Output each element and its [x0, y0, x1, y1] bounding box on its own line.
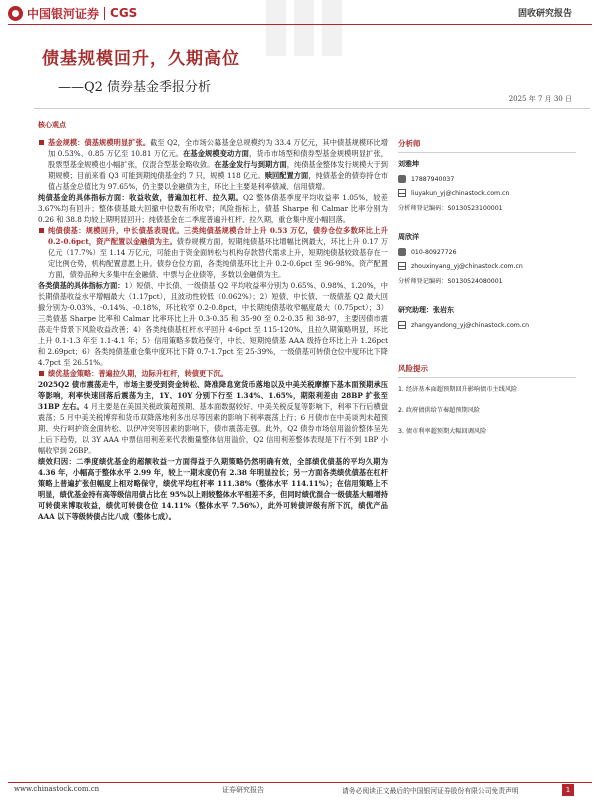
logo-mark-icon	[8, 6, 23, 21]
lead-bond-metrics: 各类债基的具体指标方面：	[38, 281, 125, 290]
analyst-phone: 17887940037	[411, 175, 455, 183]
text-fund-size-b: 在基金规模变动方面	[183, 149, 249, 158]
lead-top-fund-strategy: 绩优基金策略：普遍拉久期，边际升杠杆，转债更下沉。	[48, 369, 228, 378]
analyst-name: 刘雅坤	[398, 160, 419, 168]
header-divider	[8, 24, 592, 25]
analyst-heading: 分析师	[398, 138, 576, 153]
analyst-email[interactable]: zhouxinyang_yj@chinastock.com.cn	[411, 262, 523, 270]
text-pure-bond: 债券规模方面，短期纯债基环比增幅比例最大，环比上升 0.17 万亿元（17.7%）至 1.14 万亿元，可能由于资金面转松与机构存款替代需求上升，短期纯债基较致基存在一定比例仓势，机构配置意愿上升。债券仓位方面，各类纯债基环比上升 0.2-0.6pct 至 96-98%。资产配置方面，债券品种大多集中在金融债、中票与企业债等，多数以金融债为主。	[48, 237, 388, 279]
text-market-review-bold: 2025Q2 债市震荡走牛，市场主要受到资金转松、降准降息宽货币落地以及中美关税摩擦下基本面预期承压等影响，利率快速回落后震荡为主，1Y、10Y 分别下行至 1.34%、1.65%，期限利差由 28BP 扩张至 31BP 左右。	[38, 380, 388, 411]
risk-item: 2. 政府债供给节奏超预期风险	[398, 407, 481, 414]
risk-item: 1. 经济基本面超预期回升影响债市主线风险	[398, 386, 518, 393]
analyst-card	[398, 232, 576, 285]
core-view-label: 核心观点	[38, 121, 66, 129]
footer-divider	[8, 782, 592, 783]
company-logo	[8, 4, 208, 22]
analyst-email[interactable]: liuyakun_yj@chinastock.com.cn	[411, 189, 510, 197]
email-icon	[398, 189, 406, 197]
footer-report-label: 证券研究报告	[222, 786, 264, 794]
paragraph-top-fund-strategy	[38, 368, 388, 379]
analyst-card	[398, 159, 576, 212]
analyst-cert: 分析师登记编码：S0130523100001	[398, 205, 503, 212]
phone-icon	[398, 248, 406, 256]
paragraph-market-review	[38, 379, 388, 456]
report-title: 债基规模回升，久期高位	[42, 49, 240, 69]
logo-cn-text: 中国银河证券	[27, 6, 100, 21]
text-fund-size-d: 在基金发行与到期方面	[214, 160, 287, 169]
sidebar	[398, 138, 576, 447]
report-type-label: 固收研究报告	[517, 9, 572, 19]
phone-icon	[398, 175, 406, 183]
assistant-email[interactable]: zhangyandong_yj@chinastock.com.cn	[411, 321, 530, 329]
paragraph-attribution	[38, 456, 388, 522]
text-indicators: Q2 整体债基季度平均收益率 1.05%，较差 3.67%均有回升；整体债基最大回撤中位数有所收窄；风险指标上，债基 Sharpe 和 Calmar 比率分别为 0.26 和 38.8 均较上期明显回升；纯债基金在二季度普遍升杠杆、拉久期，重仓集中度小幅回落。	[38, 193, 388, 224]
footer-website-link[interactable]: www.chinastock.com.cn	[14, 785, 100, 793]
watermark-graphic	[262, 0, 346, 58]
lead-pure-bond: 纯债债基：规模回升，中长债基表现优。三类纯债基规模合计上升 0.53 万亿，债券仓位多数环比上升 0.2-0.6pct，资产配置以金融债为主。	[48, 226, 388, 246]
text-bond-metrics: 1）短债、中长债、一级债基 Q2 平均收益率分别为 0.65%、0.98%、1.20%，中长期债基收益水平增幅最大（1.17pct），且波动性较低（0.062%）；2）短债、中长债、一级债基 Q2 最大回撤分别为-0.03%、-0.14%、-0.18%，环比收窄 0.2-0.8pct，中长期纯债基收窄幅度最大（0.75pct）；3）三类债基 Sharpe 比率和 Calmar 比率环比上升 0.3-0.35 和 35-90 至 0.2-0.35 和 38-97，主要因债市震荡走牛背景下风险收益改善；4）各类纯债基杠杆水平回升 4-6pct 至 115-120%，且拉久期策略明显，环比上升 0.1-1.3 年至 1.1-4.1 年；5）信用策略多数趋保守，中长、短期纯债基 AAA 级持仓环比上升 1.26pct 和 2.69pct；6）各类纯债基重仓集中度环比下降 0.7-1.7pct 至 25-39%，一级债基可转债仓位中度环比下降 4.7pct 至 26.51%。	[38, 281, 388, 367]
analyst-phone: 010-80927726	[411, 248, 457, 256]
paragraph-bond-metrics	[38, 280, 388, 368]
email-icon	[398, 321, 406, 329]
core-view-body	[38, 137, 388, 522]
analyst-cert: 分析师登记编码：S0130524080001	[398, 278, 503, 285]
analyst-name: 周欣洋	[398, 233, 419, 241]
text-fund-size-g: ，纯债基金的债券持仓市值占基金总值比为 97.65%，仍主要以金融债为主，环比上主要是利率债减、信用债增。	[48, 171, 388, 191]
footer-disclaimer-note: 请务必阅读正文最后的中国银河证券股份有限公司免责声明	[342, 787, 519, 795]
report-date: 2025 年 7 月 30 日	[508, 95, 572, 103]
text-fund-size-e: ，纯债基金整体发行规模大于到期规模；目前来看 Q3 可能到期纯债基金约 7 只，规模 118 亿元。	[48, 160, 388, 180]
logo-separator	[104, 7, 105, 20]
text-fund-size-c: ，货币市场型和债券型基金规模明显扩张，股票型基金规模也小幅扩张，仅混合型基金略收敛。	[48, 149, 388, 169]
risk-heading: 风险提示	[398, 363, 576, 378]
report-subtitle: ——Q2 债券基金季报分析	[58, 80, 212, 95]
paragraph-indicators	[38, 192, 388, 225]
email-icon	[398, 262, 406, 270]
text-market-review: 4 月主要是在美国关税政策超预期、基本面数据较好、中美关税反复等影响下，利率下行后横盘震荡；5 月中美关税博弈和货币双降落地利多出尽等因素的影响下利率震荡上行；6 月债市在中美谈判未超预期、央行呵护资金面转松、以伊冲突等因素的影响下，债市震荡走强。此外，Q2 债券市场信用溢价整体呈先上后下趋势，以 3Y AAA 中票信用利差来代表衡量整体信用溢价，Q2 信用利差整体表现是下行不到 1BP 小幅收窄到 26BP。	[38, 402, 388, 455]
lead-indicators: 纯债基金的具体指标方面：收益收敛，普遍加杠杆、拉久期。	[38, 193, 244, 202]
title-divider	[34, 108, 590, 109]
risk-item: 3. 债市利率超预期大幅回调风险	[398, 428, 487, 435]
text-attribution: 绩效归因：二季度绩优基金的超额收益一方面得益于久期策略仍然明确有效，全部绩优债基的平均久期为 4.36 年，小幅高于整体水平 2.99 年，较上一期末度仍有 2.38 年明显拉长；另一方面各类绩优债基在杠杆策略上普遍扩张但幅度上相对略保守，绩优平均杠杆率 111.38%（整体水平 114.11%）；在信用策略上不明显，绩优基金持有高等级信用债占比在 95%以上则较整体水平相差不多，但同时绩优混合一级债基大幅增持可转债来博取收益，绩优可转债仓位 14.11%（整体水平 7.56%），此外可转债评级有所下沉，绩优产品 AAA 以下等级转债占比八成（整体七成）。	[38, 457, 388, 521]
logo-en-text: CGS	[110, 6, 138, 20]
assistant-label: 研究助理：张岩东	[398, 306, 454, 314]
text-fund-size-f: 赎回配置方面	[264, 171, 309, 180]
text-fund-size-a: 截至 Q2，全市场公募基金总规模约为 33.4 万亿元，其中债基规模环比增加 0.53%、0.85 万亿至 10.81 万亿元。	[48, 138, 388, 158]
paragraph-fund-size	[38, 137, 388, 192]
page-number: 1	[562, 784, 574, 796]
lead-fund-size: 基金规模：债基规模明显扩张。	[48, 138, 151, 147]
paragraph-pure-bond	[38, 225, 388, 280]
